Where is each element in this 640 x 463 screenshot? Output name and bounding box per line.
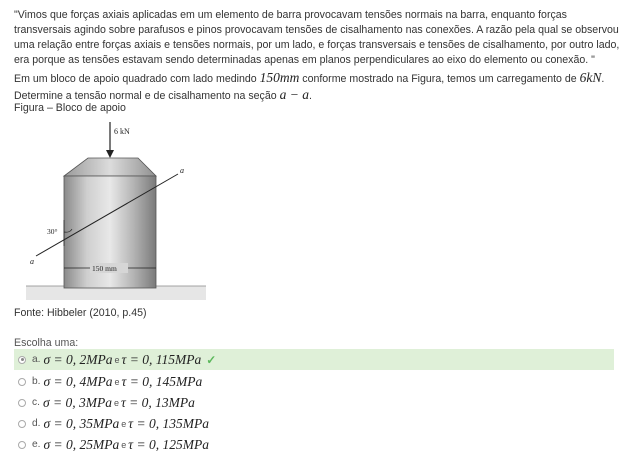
width-label: 150 mm <box>92 264 117 273</box>
option-letter: a. <box>32 354 41 365</box>
load-math: 6kN <box>579 70 602 85</box>
support-block-figure <box>26 116 206 302</box>
option-tau: τ = 0, 125MPa <box>128 436 209 452</box>
answer-option-a[interactable] <box>14 349 614 370</box>
option-tau: τ = 0, 13MPa <box>120 394 195 410</box>
load-label: 6 kN <box>114 127 130 136</box>
side-length-math: 150mm <box>259 70 300 85</box>
radio-e[interactable] <box>18 441 26 449</box>
option-tau: τ = 0, 145MPa <box>121 373 203 389</box>
option-connector: e <box>121 418 127 429</box>
radio-d[interactable] <box>18 420 26 428</box>
section-math: a − a <box>279 87 309 102</box>
prompt-text-3: . <box>601 73 605 85</box>
question-prompt <box>14 70 624 104</box>
prompt-text-4: Determine a tensão normal e de cisalhamento na seção <box>14 90 280 102</box>
answer-option-d[interactable] <box>14 413 614 434</box>
figure-title: Figura – Bloco de apoio <box>14 102 126 114</box>
option-sigma: σ = 0, 25MPa <box>43 436 120 452</box>
block-top <box>64 158 156 176</box>
option-connector: e <box>121 439 127 450</box>
prompt-text-2: conforme mostrado na Figura, temos um carregamento de <box>299 73 580 85</box>
option-letter: b. <box>32 376 41 387</box>
prompt-text-5: . <box>308 90 312 102</box>
option-connector: e <box>114 376 120 387</box>
option-connector: e <box>113 397 119 408</box>
option-connector: e <box>114 354 120 365</box>
support-block-diagram <box>26 116 206 302</box>
option-sigma: σ = 0, 2MPa <box>43 351 113 367</box>
section-label-top: a <box>180 166 184 175</box>
option-sigma: σ = 0, 4MPa <box>43 373 113 389</box>
option-letter: d. <box>32 418 41 429</box>
option-tau: τ = 0, 115MPa <box>121 351 202 367</box>
question-quote: "Vimos que forças axiais aplicadas em um elemento de barra provocavam tensões normais na barra, enquanto forças transversais agindo sobre parafusos e pinos provocavam tensões de cisalhamento nas conexões. A razão pela qual se observou uma relação entre forças axiais e tensões normais, por um lado, e forças transversais e tensões de cisalhamento, por outro lado, era porque as tensões estavam sendo determinadas apenas em planos perpendiculares ao eixo do elemento ou conexão. " <box>14 9 620 66</box>
answer-option-e[interactable] <box>14 434 614 455</box>
radio-a[interactable] <box>18 356 26 364</box>
load-arrowhead <box>106 150 114 158</box>
answer-option-b[interactable] <box>14 371 614 392</box>
radio-b[interactable] <box>18 378 26 386</box>
option-letter: c. <box>32 397 40 408</box>
option-tau: τ = 0, 135MPa <box>128 415 209 431</box>
angle-label: 30° <box>47 227 58 236</box>
prompt-text-1: Em um bloco de apoio quadrado com lado medindo <box>14 73 260 85</box>
option-sigma: σ = 0, 3MPa <box>42 394 112 410</box>
check-icon: ✓ <box>206 352 217 367</box>
choose-label: Escolha uma: <box>14 337 79 349</box>
figure-source: Fonte: Hibbeler (2010, p.45) <box>14 307 147 319</box>
option-sigma: σ = 0, 35MPa <box>43 415 120 431</box>
section-label-bottom: a <box>30 257 34 266</box>
radio-c[interactable] <box>18 399 26 407</box>
answer-option-c[interactable] <box>14 392 614 413</box>
option-letter: e. <box>32 439 41 450</box>
